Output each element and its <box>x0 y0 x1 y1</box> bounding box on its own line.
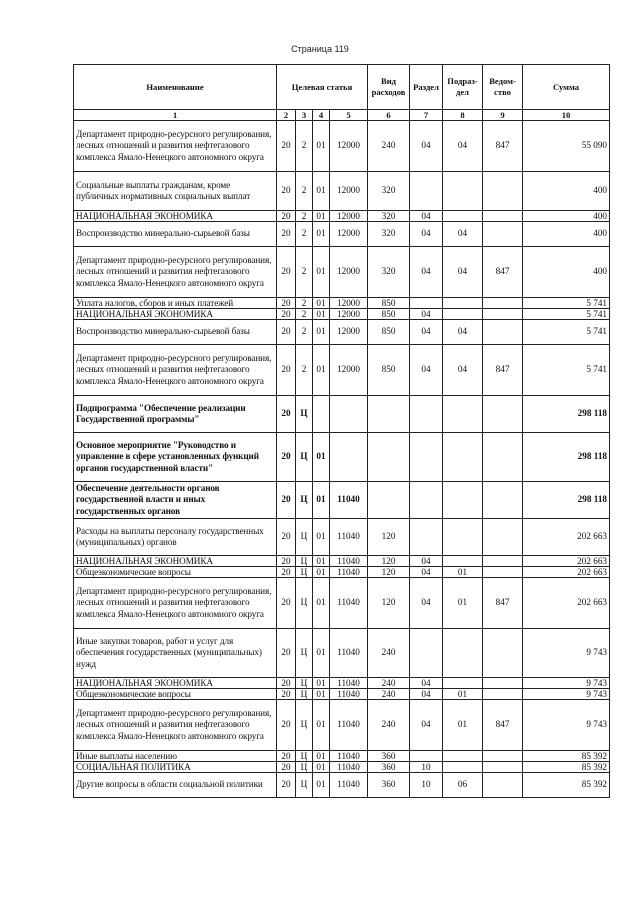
cell-department: 847 <box>483 578 523 629</box>
cell-target-direction: 11040 <box>330 556 368 567</box>
cell-target-program: 20 <box>277 519 296 556</box>
cell-sum: 5 741 <box>523 309 610 320</box>
cell-department: 847 <box>483 700 523 751</box>
table-row <box>74 578 610 629</box>
cell-section: 04 <box>410 211 443 222</box>
cell-department <box>483 298 523 309</box>
cell-target-program: 20 <box>277 309 296 320</box>
cell-section: 04 <box>410 678 443 689</box>
cell-sum: 400 <box>523 247 610 298</box>
cell-target-program: 20 <box>277 345 296 396</box>
cell-department <box>483 762 523 773</box>
cell-target-subprogram: 2 <box>296 222 313 247</box>
cell-name: Общеэкономические вопросы <box>74 689 277 700</box>
cell-name: Подпрограмма "Обеспечение реализации Государственной программы" <box>74 396 277 433</box>
cell-department <box>483 773 523 798</box>
cell-target-program: 20 <box>277 700 296 751</box>
cell-target-measure: 01 <box>313 482 330 519</box>
cell-department <box>483 309 523 320</box>
cell-target-measure: 01 <box>313 298 330 309</box>
cell-section <box>410 396 443 433</box>
cell-department <box>483 751 523 762</box>
cell-sum: 400 <box>523 172 610 211</box>
cell-expense-type: 850 <box>368 298 410 309</box>
cell-name: Уплата налогов, сборов и иных платежей <box>74 298 277 309</box>
cell-target-measure: 01 <box>313 222 330 247</box>
cell-expense-type <box>368 433 410 482</box>
header-department: Ведом-ство <box>483 65 523 110</box>
cell-name: Департамент природно-ресурсного регулирования, лесных отношений и развития нефтегазового комплекса Ямало-Ненецкого автономного округа <box>74 345 277 396</box>
cell-section: 04 <box>410 556 443 567</box>
cell-expense-type: 320 <box>368 222 410 247</box>
cell-expense-type: 850 <box>368 345 410 396</box>
cell-target-direction: 12000 <box>330 121 368 172</box>
cell-target-program: 20 <box>277 320 296 345</box>
cell-expense-type: 120 <box>368 578 410 629</box>
cell-name: СОЦИАЛЬНАЯ ПОЛИТИКА <box>74 762 277 773</box>
cell-target-subprogram: Ц <box>296 482 313 519</box>
cell-target-measure: 01 <box>313 773 330 798</box>
cell-target-measure: 01 <box>313 700 330 751</box>
cell-expense-type: 850 <box>368 320 410 345</box>
cell-target-measure: 01 <box>313 567 330 578</box>
cell-subsection: 04 <box>443 345 483 396</box>
cell-target-direction: 12000 <box>330 172 368 211</box>
cell-name: Иные закупки товаров, работ и услуг для обеспечения государственных (муниципальных) нужд <box>74 629 277 678</box>
table-row <box>74 172 610 211</box>
cell-subsection <box>443 556 483 567</box>
cell-target-measure: 01 <box>313 578 330 629</box>
cell-target-program: 20 <box>277 567 296 578</box>
cell-target-subprogram: Ц <box>296 689 313 700</box>
cell-target-measure: 01 <box>313 678 330 689</box>
cell-department: 847 <box>483 345 523 396</box>
table-row <box>74 309 610 320</box>
table-row <box>74 121 610 172</box>
table-row <box>74 482 610 519</box>
table-row <box>74 751 610 762</box>
cell-target-measure: 01 <box>313 433 330 482</box>
cell-sum: 202 663 <box>523 556 610 567</box>
cell-subsection: 01 <box>443 578 483 629</box>
cell-target-direction: 12000 <box>330 247 368 298</box>
cell-subsection: 01 <box>443 700 483 751</box>
cell-subsection <box>443 762 483 773</box>
cell-name: Департамент природно-ресурсного регулирования, лесных отношений и развития нефтегазового комплекса Ямало-Ненецкого автономного округа <box>74 700 277 751</box>
cell-target-program: 20 <box>277 578 296 629</box>
cell-target-subprogram: 2 <box>296 320 313 345</box>
cell-target-direction: 12000 <box>330 222 368 247</box>
table-row <box>74 700 610 751</box>
cell-target-program: 20 <box>277 773 296 798</box>
cell-department <box>483 519 523 556</box>
cell-target-direction <box>330 396 368 433</box>
cell-expense-type <box>368 482 410 519</box>
cell-name: Иные выплаты населению <box>74 751 277 762</box>
cell-name: Департамент природно-ресурсного регулирования, лесных отношений и развития нефтегазового комплекса Ямало-Ненецкого автономного округа <box>74 247 277 298</box>
table-row <box>74 519 610 556</box>
cell-sum: 9 743 <box>523 700 610 751</box>
cell-expense-type: 120 <box>368 556 410 567</box>
cell-section <box>410 751 443 762</box>
cell-department <box>483 678 523 689</box>
cell-name: Социальные выплаты гражданам, кроме публичных нормативных социальных выплат <box>74 172 277 211</box>
cell-sum: 9 743 <box>523 689 610 700</box>
cell-name: НАЦИОНАЛЬНАЯ ЭКОНОМИКА <box>74 556 277 567</box>
table-row <box>74 345 610 396</box>
column-number: 7 <box>410 110 443 121</box>
cell-target-measure: 01 <box>313 172 330 211</box>
cell-target-measure <box>313 396 330 433</box>
cell-department <box>483 222 523 247</box>
cell-target-measure: 01 <box>313 309 330 320</box>
cell-subsection <box>443 678 483 689</box>
cell-target-direction: 11040 <box>330 567 368 578</box>
cell-name: Обеспечение деятельности органов государственной власти и иных государственных органов <box>74 482 277 519</box>
column-number: 3 <box>296 110 313 121</box>
cell-expense-type: 240 <box>368 121 410 172</box>
cell-name: Основное мероприятие "Руководство и управление в сфере установленных функций органов государственной власти" <box>74 433 277 482</box>
cell-section: 04 <box>410 700 443 751</box>
cell-section: 04 <box>410 320 443 345</box>
cell-section: 04 <box>410 121 443 172</box>
cell-expense-type: 360 <box>368 762 410 773</box>
cell-expense-type: 320 <box>368 211 410 222</box>
cell-target-direction: 11040 <box>330 629 368 678</box>
cell-department <box>483 556 523 567</box>
cell-name: НАЦИОНАЛЬНАЯ ЭКОНОМИКА <box>74 309 277 320</box>
cell-expense-type: 120 <box>368 567 410 578</box>
cell-target-direction: 12000 <box>330 345 368 396</box>
cell-expense-type: 360 <box>368 773 410 798</box>
column-number: 8 <box>443 110 483 121</box>
cell-section: 10 <box>410 773 443 798</box>
cell-name: Воспроизводство минерально-сырьевой базы <box>74 320 277 345</box>
cell-target-subprogram: 2 <box>296 345 313 396</box>
cell-target-direction: 11040 <box>330 773 368 798</box>
cell-subsection: 04 <box>443 247 483 298</box>
cell-target-program: 20 <box>277 433 296 482</box>
cell-target-subprogram: Ц <box>296 762 313 773</box>
cell-subsection <box>443 751 483 762</box>
table-row <box>74 567 610 578</box>
cell-section <box>410 519 443 556</box>
cell-target-direction: 11040 <box>330 762 368 773</box>
cell-target-direction <box>330 433 368 482</box>
cell-department <box>483 211 523 222</box>
cell-name: Воспроизводство минерально-сырьевой базы <box>74 222 277 247</box>
cell-name: НАЦИОНАЛЬНАЯ ЭКОНОМИКА <box>74 678 277 689</box>
cell-name: НАЦИОНАЛЬНАЯ ЭКОНОМИКА <box>74 211 277 222</box>
cell-section <box>410 172 443 211</box>
cell-section: 10 <box>410 762 443 773</box>
header-sum: Сумма <box>523 65 610 110</box>
cell-sum: 85 392 <box>523 762 610 773</box>
cell-target-direction: 11040 <box>330 689 368 700</box>
column-number: 4 <box>313 110 330 121</box>
cell-sum: 5 741 <box>523 320 610 345</box>
cell-target-direction: 11040 <box>330 482 368 519</box>
cell-subsection <box>443 519 483 556</box>
table-row <box>74 433 610 482</box>
cell-target-program: 20 <box>277 482 296 519</box>
column-number-row <box>74 110 610 121</box>
cell-section: 04 <box>410 567 443 578</box>
cell-target-measure: 01 <box>313 345 330 396</box>
cell-sum: 9 743 <box>523 629 610 678</box>
cell-target-subprogram: 2 <box>296 247 313 298</box>
cell-sum: 5 741 <box>523 345 610 396</box>
table-row <box>74 247 610 298</box>
cell-section <box>410 629 443 678</box>
cell-target-measure: 01 <box>313 762 330 773</box>
cell-target-program: 20 <box>277 298 296 309</box>
page-number: Страница 119 <box>291 44 349 54</box>
cell-target-subprogram: Ц <box>296 700 313 751</box>
column-number: 2 <box>277 110 296 121</box>
table-row <box>74 689 610 700</box>
cell-target-program: 20 <box>277 121 296 172</box>
cell-subsection: 06 <box>443 773 483 798</box>
cell-name: Департамент природно-ресурсного регулирования, лесных отношений и развития нефтегазового комплекса Ямало-Ненецкого автономного округа <box>74 121 277 172</box>
cell-department <box>483 482 523 519</box>
cell-sum: 85 392 <box>523 751 610 762</box>
header-name: Наименование <box>74 65 277 110</box>
cell-sum: 400 <box>523 222 610 247</box>
cell-department <box>483 396 523 433</box>
cell-subsection <box>443 298 483 309</box>
cell-target-direction: 11040 <box>330 678 368 689</box>
cell-expense-type: 240 <box>368 689 410 700</box>
cell-subsection <box>443 433 483 482</box>
cell-section: 04 <box>410 345 443 396</box>
cell-target-measure: 01 <box>313 519 330 556</box>
cell-department <box>483 433 523 482</box>
cell-subsection <box>443 172 483 211</box>
cell-subsection <box>443 482 483 519</box>
cell-target-measure: 01 <box>313 629 330 678</box>
cell-sum: 202 663 <box>523 519 610 556</box>
cell-target-program: 20 <box>277 678 296 689</box>
cell-target-measure: 01 <box>313 320 330 345</box>
cell-sum: 5 741 <box>523 298 610 309</box>
cell-target-program: 20 <box>277 172 296 211</box>
cell-sum: 85 392 <box>523 773 610 798</box>
cell-subsection: 04 <box>443 320 483 345</box>
cell-target-subprogram: Ц <box>296 433 313 482</box>
cell-department <box>483 689 523 700</box>
cell-expense-type: 240 <box>368 629 410 678</box>
cell-target-program: 20 <box>277 762 296 773</box>
cell-target-subprogram: Ц <box>296 678 313 689</box>
cell-sum: 298 118 <box>523 396 610 433</box>
cell-subsection <box>443 211 483 222</box>
cell-target-subprogram: 2 <box>296 121 313 172</box>
cell-subsection: 04 <box>443 121 483 172</box>
cell-sum: 9 743 <box>523 678 610 689</box>
cell-target-subprogram: Ц <box>296 629 313 678</box>
cell-name: Другие вопросы в области социальной политики <box>74 773 277 798</box>
cell-sum: 202 663 <box>523 567 610 578</box>
cell-department: 847 <box>483 121 523 172</box>
table-row <box>74 298 610 309</box>
cell-department <box>483 172 523 211</box>
cell-expense-type <box>368 396 410 433</box>
cell-section <box>410 482 443 519</box>
table-row <box>74 629 610 678</box>
cell-department: 847 <box>483 247 523 298</box>
cell-subsection: 04 <box>443 222 483 247</box>
cell-target-direction: 11040 <box>330 700 368 751</box>
column-number: 6 <box>368 110 410 121</box>
cell-target-program: 20 <box>277 396 296 433</box>
cell-target-subprogram: 2 <box>296 211 313 222</box>
cell-target-subprogram: Ц <box>296 773 313 798</box>
cell-target-measure: 01 <box>313 689 330 700</box>
header-expense-type: Вид расходов <box>368 65 410 110</box>
cell-target-measure: 01 <box>313 247 330 298</box>
cell-section: 04 <box>410 222 443 247</box>
cell-target-subprogram: 2 <box>296 172 313 211</box>
cell-expense-type: 120 <box>368 519 410 556</box>
table-body <box>74 121 610 798</box>
column-number: 1 <box>74 110 277 121</box>
cell-department <box>483 629 523 678</box>
cell-target-program: 20 <box>277 247 296 298</box>
cell-department <box>483 567 523 578</box>
cell-target-program: 20 <box>277 211 296 222</box>
cell-section: 04 <box>410 689 443 700</box>
cell-expense-type: 320 <box>368 172 410 211</box>
cell-target-measure: 01 <box>313 121 330 172</box>
cell-target-subprogram: Ц <box>296 556 313 567</box>
cell-target-direction: 11040 <box>330 519 368 556</box>
table-row <box>74 556 610 567</box>
table-row <box>74 396 610 433</box>
cell-sum: 298 118 <box>523 482 610 519</box>
cell-target-subprogram: Ц <box>296 578 313 629</box>
cell-sum: 202 663 <box>523 578 610 629</box>
cell-target-subprogram: Ц <box>296 567 313 578</box>
cell-target-program: 20 <box>277 556 296 567</box>
cell-target-direction: 12000 <box>330 309 368 320</box>
cell-expense-type: 240 <box>368 678 410 689</box>
cell-target-program: 20 <box>277 222 296 247</box>
cell-name: Общеэкономические вопросы <box>74 567 277 578</box>
cell-sum: 400 <box>523 211 610 222</box>
cell-target-direction: 12000 <box>330 211 368 222</box>
cell-sum: 298 118 <box>523 433 610 482</box>
cell-subsection: 01 <box>443 689 483 700</box>
header-target-article: Целевая статья <box>277 65 368 110</box>
cell-expense-type: 240 <box>368 700 410 751</box>
header-row <box>74 65 610 110</box>
cell-expense-type: 850 <box>368 309 410 320</box>
cell-target-direction: 11040 <box>330 751 368 762</box>
cell-target-measure: 01 <box>313 751 330 762</box>
table-row <box>74 762 610 773</box>
table-row <box>74 211 610 222</box>
budget-table <box>73 64 610 798</box>
cell-target-subprogram: Ц <box>296 396 313 433</box>
column-number: 10 <box>523 110 610 121</box>
table-row <box>74 320 610 345</box>
cell-target-measure: 01 <box>313 556 330 567</box>
header-subsection: Подраз-дел <box>443 65 483 110</box>
cell-expense-type: 360 <box>368 751 410 762</box>
table-row <box>74 678 610 689</box>
cell-target-subprogram: 2 <box>296 298 313 309</box>
cell-target-subprogram: Ц <box>296 751 313 762</box>
cell-sum: 55 090 <box>523 121 610 172</box>
cell-section: 04 <box>410 578 443 629</box>
cell-name: Департамент природно-ресурсного регулирования, лесных отношений и развития нефтегазового комплекса Ямало-Ненецкого автономного округа <box>74 578 277 629</box>
cell-target-program: 20 <box>277 629 296 678</box>
cell-target-subprogram: Ц <box>296 519 313 556</box>
cell-target-direction: 12000 <box>330 320 368 345</box>
cell-target-direction: 12000 <box>330 298 368 309</box>
cell-section <box>410 298 443 309</box>
cell-target-measure: 01 <box>313 211 330 222</box>
table-row <box>74 773 610 798</box>
cell-subsection <box>443 309 483 320</box>
column-number: 5 <box>330 110 368 121</box>
cell-expense-type: 320 <box>368 247 410 298</box>
cell-subsection <box>443 629 483 678</box>
cell-subsection <box>443 396 483 433</box>
cell-section: 04 <box>410 247 443 298</box>
cell-name: Расходы на выплаты персоналу государственных (муниципальных) органов <box>74 519 277 556</box>
column-number: 9 <box>483 110 523 121</box>
cell-target-direction: 11040 <box>330 578 368 629</box>
cell-department <box>483 320 523 345</box>
header-section: Раздел <box>410 65 443 110</box>
cell-target-subprogram: 2 <box>296 309 313 320</box>
table-row <box>74 222 610 247</box>
cell-subsection: 01 <box>443 567 483 578</box>
cell-target-program: 20 <box>277 751 296 762</box>
cell-target-program: 20 <box>277 689 296 700</box>
cell-section <box>410 433 443 482</box>
cell-section: 04 <box>410 309 443 320</box>
